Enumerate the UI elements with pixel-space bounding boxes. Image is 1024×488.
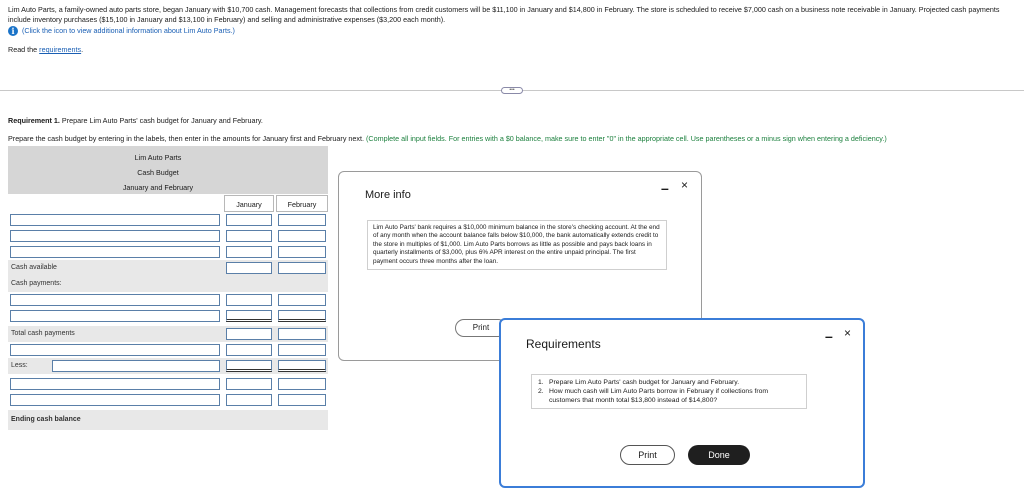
february-amount-input[interactable]: [278, 344, 326, 356]
budget-header: [8, 146, 328, 194]
col-january: January: [224, 195, 274, 212]
requirement-text: Prepare Lim Auto Parts' cash budget for January and February.: [59, 116, 263, 125]
january-amount-input[interactable]: [226, 246, 272, 258]
requirement-item-text: Prepare Lim Auto Parts' cash budget for January and February.: [549, 379, 740, 386]
february-amount-input[interactable]: [278, 328, 326, 340]
info-line: [8, 26, 235, 36]
requirement-item: [538, 387, 800, 405]
budget-row: [8, 228, 328, 244]
label-input[interactable]: [10, 394, 220, 406]
label-input[interactable]: [10, 310, 220, 322]
cash-budget: [8, 146, 328, 423]
budget-row: [8, 376, 328, 392]
ending-cash-balance-label: Ending cash balance: [11, 416, 81, 423]
label-input[interactable]: [10, 294, 220, 306]
february-amount-input[interactable]: [278, 246, 326, 258]
less-label-input[interactable]: [52, 360, 220, 372]
february-amount-input[interactable]: [278, 294, 326, 306]
january-amount-input[interactable]: [226, 262, 272, 274]
february-amount-input[interactable]: [278, 360, 326, 372]
label-input[interactable]: [10, 344, 220, 356]
label-input[interactable]: [10, 214, 220, 226]
requirement-number: 2.: [538, 388, 544, 395]
read-prefix: Read the: [8, 45, 40, 54]
requirements-link[interactable]: requirements: [39, 45, 82, 54]
close-icon[interactable]: ×: [681, 178, 689, 192]
january-amount-input[interactable]: [226, 230, 272, 242]
instruction-text: Prepare the cash budget by entering in the labels, then enter in the amounts for January first and February next.: [8, 134, 364, 143]
budget-kind: Cash Budget: [137, 168, 179, 177]
cash-payments-row: [8, 276, 328, 292]
minimize-icon[interactable]: –: [825, 328, 833, 344]
budget-row: [8, 292, 328, 308]
february-amount-input[interactable]: [278, 214, 326, 226]
minimize-icon[interactable]: –: [661, 180, 669, 196]
label-input[interactable]: [10, 246, 220, 258]
close-icon[interactable]: ×: [844, 326, 852, 340]
expand-handle[interactable]: •••: [501, 87, 523, 94]
january-amount-input[interactable]: [226, 294, 272, 306]
budget-row: [8, 244, 328, 260]
info-icon[interactable]: i: [8, 26, 18, 36]
budget-period: January and February: [122, 183, 194, 192]
requirement-label: Requirement 1.: [8, 116, 60, 125]
total-cash-payments-row: [8, 326, 328, 342]
read-suffix: .: [81, 45, 84, 54]
more-info-print-button[interactable]: Print: [455, 319, 507, 337]
budget-row: [8, 212, 328, 228]
more-info-title: More info: [365, 189, 411, 201]
january-amount-input[interactable]: [226, 378, 272, 390]
january-amount-input[interactable]: [226, 214, 272, 226]
february-amount-input[interactable]: [278, 310, 326, 322]
budget-row: [8, 308, 328, 324]
january-amount-input[interactable]: [226, 360, 272, 372]
requirement-heading: [8, 116, 263, 125]
col-february: February: [276, 195, 328, 212]
february-amount-input[interactable]: [278, 394, 326, 406]
february-amount-input[interactable]: [278, 230, 326, 242]
cash-available-label: Cash available: [11, 264, 57, 271]
january-amount-input[interactable]: [226, 328, 272, 340]
less-label: Less:: [11, 362, 28, 369]
ending-cash-balance-row: [8, 410, 328, 430]
less-row: [8, 358, 328, 374]
requirements-dialog: [499, 318, 865, 488]
february-amount-input[interactable]: [278, 262, 326, 274]
info-link-text[interactable]: (Click the icon to view additional information about Lim Auto Parts.): [22, 26, 235, 35]
requirement-item: [538, 378, 800, 387]
instruction: [8, 134, 887, 143]
january-amount-input[interactable]: [226, 394, 272, 406]
read-requirements: [8, 45, 83, 54]
requirement-number: 1.: [538, 379, 544, 386]
february-amount-input[interactable]: [278, 378, 326, 390]
more-info-body: Lim Auto Parts' bank requires a $10,000 minimum balance in the store's checking account. At the end of any month when the account balance falls below $10,000, the bank automatically extends credit to the store in multiples of $1,000. Lim Auto Parts borrows as little as possible and pays back loans in quarterly installments of $3,000, plus 6% APR interest on the entire unpaid principal. The first payment occurs three months after the loan.: [367, 220, 667, 270]
label-input[interactable]: [10, 230, 220, 242]
budget-company: Lim Auto Parts: [134, 153, 182, 162]
total-cash-payments-label: Total cash payments: [11, 330, 75, 337]
requirements-title: Requirements: [526, 337, 601, 351]
problem-intro: Lim Auto Parts, a family-owned auto parts store, began January with $10,700 cash. Management forecasts that collections from credit customers will be $11,100 in January and $14,800 in February. The store is scheduled to receive $7,000 cash on a business note receivable in January. Projected cash payments include inventory purchases ($15,100 in January and $13,100 in February) and selling and administrative expenses ($3,200 each month).: [8, 5, 1000, 24]
requirements-list: [531, 374, 807, 409]
requirements-print-button[interactable]: Print: [620, 445, 675, 465]
january-amount-input[interactable]: [226, 310, 272, 322]
cash-payments-label: Cash payments:: [11, 280, 62, 287]
instruction-hint: (Complete all input fields. For entries with a $0 balance, make sure to enter "0" in the appropriate cell. Use parentheses or a minus sign when entering a deficiency.): [364, 134, 887, 143]
done-button[interactable]: Done: [688, 445, 750, 465]
january-amount-input[interactable]: [226, 344, 272, 356]
budget-row: [8, 342, 328, 358]
requirement-item-text: How much cash will Lim Auto Parts borrow in February if collections from customers that month total $13,800 instead of $14,800?: [549, 388, 769, 404]
label-input[interactable]: [10, 378, 220, 390]
cash-available-row: [8, 260, 328, 276]
budget-row: [8, 392, 328, 408]
